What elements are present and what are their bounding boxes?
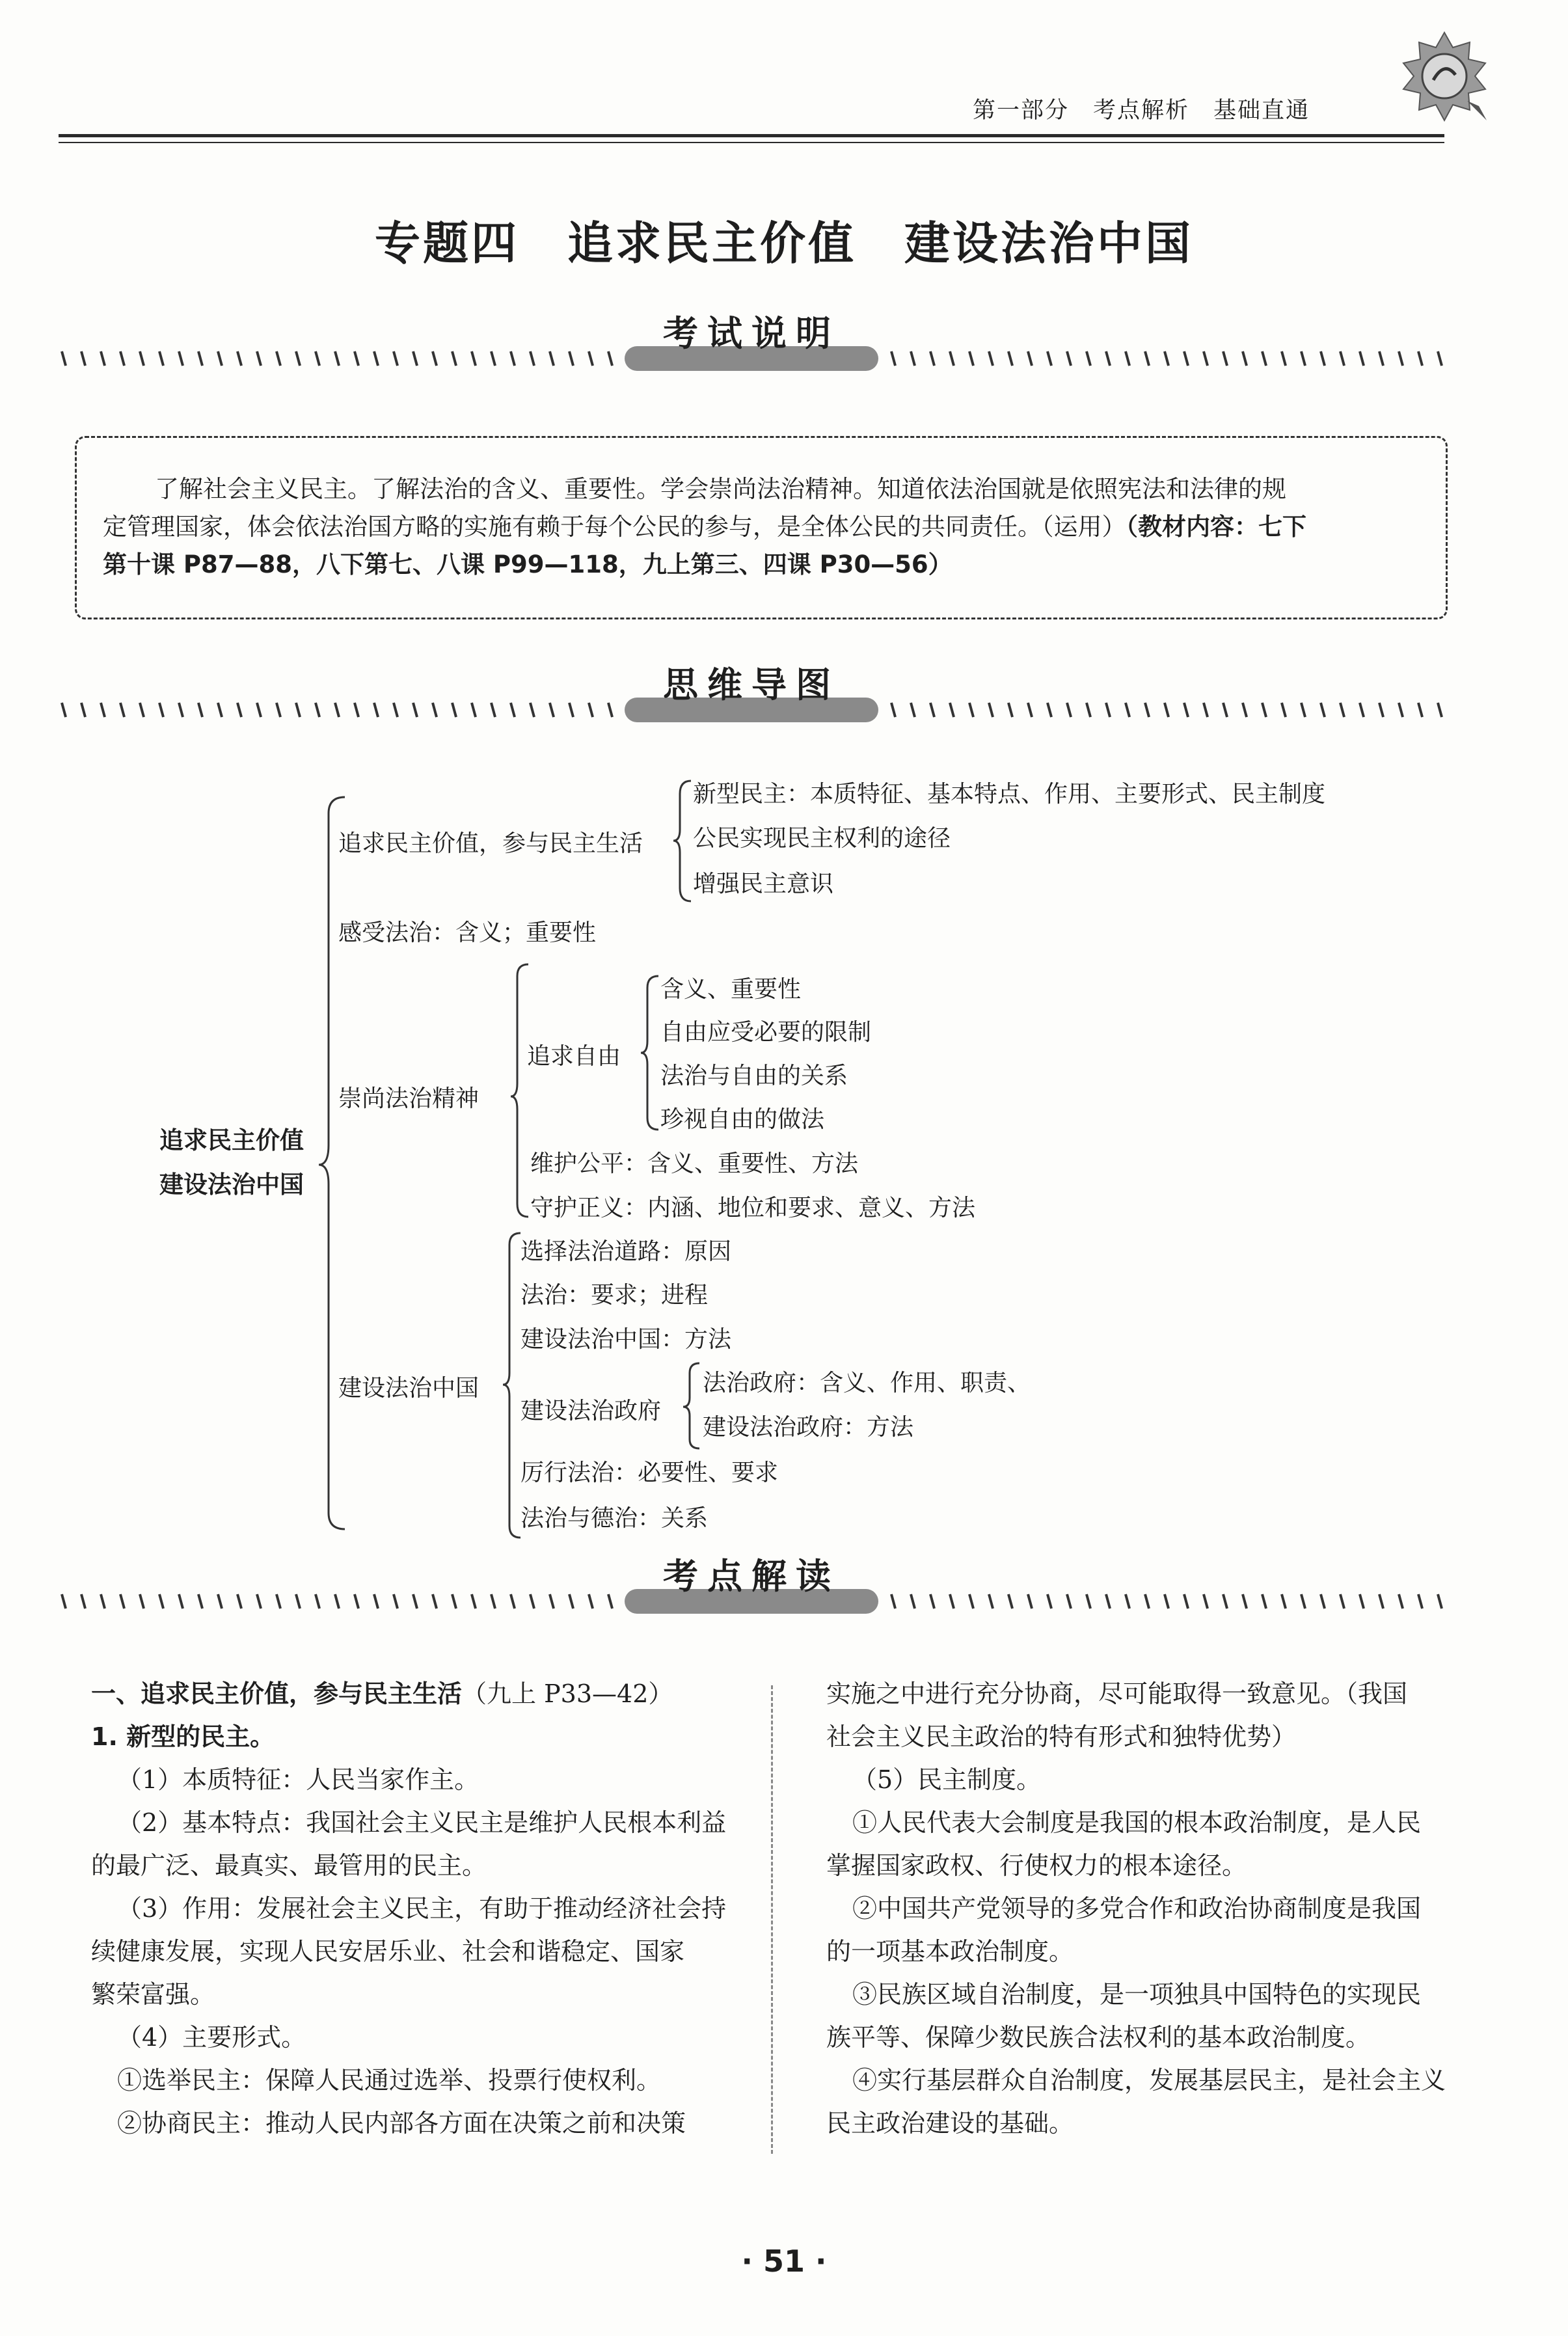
tick-rule-right <box>878 1593 1444 1610</box>
mindmap-branch-democracy: 追求民主价值，参与民主生活 <box>338 830 643 857</box>
section-header-points <box>59 1549 1444 1620</box>
mindmap-branch-build-rule-china: 建设法治中国 <box>338 1375 480 1402</box>
paragraph: （3）作用：发展社会主义民主，有助于推动经济社会持 <box>117 1894 727 1923</box>
mindmap-leaf: 厉行法治：必要性、要求 <box>520 1460 779 1486</box>
paragraph: ②协商民主：推动人民内部各方面在决策之前和决策 <box>117 2109 686 2138</box>
mindmap-root-line2: 建设法治中国 <box>159 1171 304 1199</box>
mindmap-leaf: 公民实现民主权利的途径 <box>693 825 951 852</box>
paragraph: 掌握国家政权、行使权力的根本途径。 <box>826 1851 1247 1880</box>
mindmap-leaf: 自由应受必要的限制 <box>660 1019 872 1046</box>
mindmap-branch-rule-spirit: 崇尚法治精神 <box>338 1085 480 1112</box>
paragraph: （5）民主制度。 <box>852 1765 1042 1794</box>
section-heading-ref: （九上 P33—42） <box>462 1679 673 1708</box>
page-title: 专题四 追求民主价值 建设法治中国 <box>375 217 1193 270</box>
paragraph: （2）基本特点：我国社会主义民主是维护人民根本利益 <box>117 1808 727 1837</box>
tick-rule-left <box>59 1593 625 1610</box>
section-heading-democracy: 一、追求民主价值，参与民主生活 <box>91 1679 463 1708</box>
right-column <box>826 1672 1477 2145</box>
exam-text-line1: 了解社会主义民主。了解法治的含义、重要性。学会崇尚法治精神。知道依法治国就是依照宪法和法律的规 <box>155 475 1286 503</box>
mindmap-root-line1: 追求民主价值 <box>159 1126 304 1154</box>
paragraph: （1）本质特征：人民当家作主。 <box>117 1765 480 1794</box>
mindmap-leaf: 建设法治中国：方法 <box>520 1326 732 1353</box>
section-title-mindmap: 思维导图 <box>663 664 840 705</box>
mindmap-leaf: 新型民主：本质特征、基本特点、作用、主要形式、民主制度 <box>693 781 1326 808</box>
left-column <box>91 1672 748 2145</box>
mindmap-leaf: 法治：要求；进程 <box>520 1282 709 1309</box>
page-number: · 51 · <box>741 2244 827 2279</box>
paragraph: 族平等、保障少数民族合法权利的基本政治制度。 <box>826 2023 1371 2052</box>
paragraph: 的最广泛、最真实、最管用的民主。 <box>91 1851 487 1880</box>
paragraph: 民主政治建设的基础。 <box>826 2109 1074 2138</box>
mindmap-leaf: 法治与德治：关系 <box>520 1505 709 1532</box>
paragraph: （4）主要形式。 <box>117 2023 306 2052</box>
mindmap-leaf: 含义、重要性 <box>660 976 802 1003</box>
paragraph: 繁荣富强。 <box>91 1980 215 2009</box>
exam-text-line2: 定管理国家，体会依法治国方略的实施有赖于每个公民的参与，是全体公民的共同责任。（运用） <box>103 513 1126 541</box>
mindmap-sub-freedom: 追求自由 <box>527 1043 621 1070</box>
paragraph: 社会主义民主政治的特有形式和独特优势） <box>826 1722 1297 1751</box>
mindmap-leaf: 法治与自由的关系 <box>660 1063 848 1089</box>
mindmap-leaf: 法治政府：含义、作用、职责、 <box>703 1370 1031 1396</box>
column-divider <box>771 1685 773 2154</box>
paragraph: ②中国共产党领导的多党合作和政治协商制度是我国 <box>852 1894 1422 1923</box>
mindmap-leaf: 守护正义：内涵、地位和要求、意义、方法 <box>530 1195 976 1221</box>
mindmap-branch-feel-rule-of-law: 感受法治：含义；重要性 <box>338 919 597 946</box>
paragraph: 续健康发展，实现人民安居乐业、社会和谐稳定、国家 <box>91 1937 685 1966</box>
exam-text-line3-bold: 第十课 P87—88，八下第七、八课 P99—118，九上第三、四课 P30—56） <box>103 550 953 578</box>
paragraph: ③民族区域自治制度，是一项独具中国特色的实现民 <box>852 1980 1422 2009</box>
item-heading: 1. 新型的民主。 <box>91 1722 275 1751</box>
section-title-points: 考点解读 <box>663 1556 840 1597</box>
exam-text-line2-bold: （教材内容：七下 <box>1126 513 1306 541</box>
paragraph: 实施之中进行充分协商，尽可能取得一致意见。（我国 <box>826 1679 1408 1708</box>
paragraph: ④实行基层群众自治制度，发展基层民主，是社会主义 <box>852 2066 1446 2095</box>
mindmap-leaf: 选择法治道路：原因 <box>520 1238 732 1265</box>
section-title-exam: 考试说明 <box>663 313 840 354</box>
mindmap-leaf: 维护公平：含义、重要性、方法 <box>530 1150 859 1177</box>
mindmap-leaf: 增强民主意识 <box>693 871 834 897</box>
paragraph: 的一项基本政治制度。 <box>826 1937 1074 1966</box>
running-head: 第一部分 考点解析 基础直通 <box>973 98 1310 124</box>
paragraph: ①人民代表大会制度是我国的根本政治制度，是人民 <box>852 1808 1422 1837</box>
mindmap-leaf: 珍视自由的做法 <box>660 1106 825 1133</box>
paragraph: ①选举民主：保障人民通过选举、投票行使权利。 <box>117 2066 662 2095</box>
mindmap-leaf: 建设法治政府：方法 <box>703 1414 914 1441</box>
mindmap-sub-law-government: 建设法治政府 <box>520 1398 662 1424</box>
